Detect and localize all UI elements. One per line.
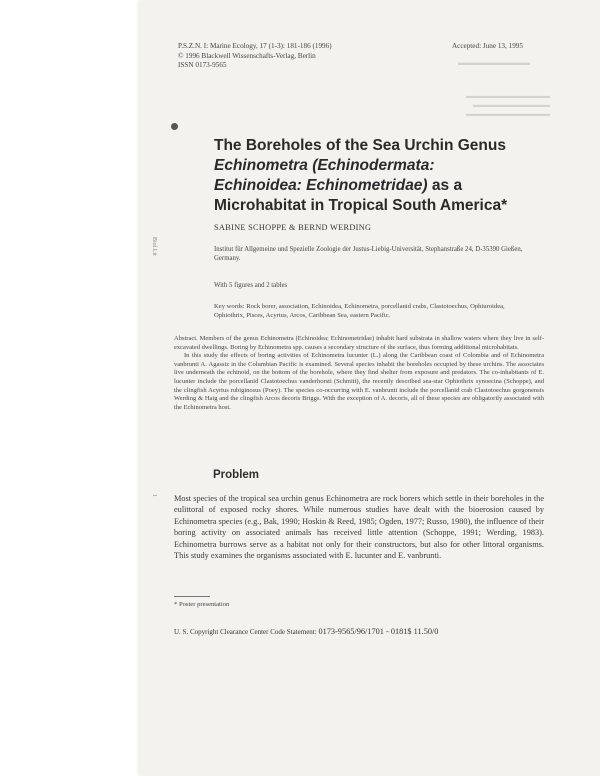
title-line-2: Echinometra (Echinodermata: bbox=[214, 157, 435, 174]
institute-address: Institut für Allgemeine und Spezielle Zoologie der Justus-Liebig-Universität, Stephanstraße 24, D-35390 Gießen, Germany. bbox=[214, 246, 523, 262]
figures-tables-note: With 5 figures and 2 tables bbox=[214, 282, 288, 289]
copyright-code: 0173-9565/96/1701 - 0181$ 11.50/0 bbox=[318, 627, 439, 636]
footnote: * Poster presentation bbox=[174, 601, 230, 608]
problem-body bbox=[174, 493, 544, 561]
issn-line: ISSN 0173-9565 bbox=[178, 61, 227, 69]
journal-line: P.S.Z.N. I: Marine Ecology, 17 (1-3): 181-186 (1996) bbox=[178, 42, 332, 50]
footnote-rule bbox=[174, 596, 210, 597]
publisher-line: © 1996 Blackwell Wissenschafts-Verlag, Berlin bbox=[178, 51, 316, 60]
hole-punch-mark bbox=[171, 123, 178, 130]
abstract bbox=[174, 335, 544, 412]
copyright-label: U. S. Copyright Clearance Center Code Statement: bbox=[174, 628, 317, 636]
title-line-1: The Boreholes of the Sea Urchin Genus bbox=[214, 137, 506, 154]
section-heading-problem: Problem bbox=[213, 469, 260, 481]
bleed-through-text: ▬▬▬▬▬▬▬▬▬ bbox=[458, 58, 530, 67]
copyright-statement bbox=[174, 627, 554, 636]
problem-paragraph: Most species of the tropical sea urchin genus Echinometra are rock borers which settle in their boreholes in the eulittoral of exposed rocky shores. While numerous studies have dealt with the bioerosion caused by Echinometra species (e.g., Bak, 1990; Hoskin & Reed, 1985; Ogden, 1977; Russo, 1980), the influence of their boring activity on associated animals has received little attention (Schoppe, 1991; Werding, 1983). Echinometra burrows serve as a habitat not only for their constructors, but also for other littoral organisms. This study examines the organisms associated with E. lucunter and E. vanbrunti. bbox=[174, 494, 544, 561]
margin-note: 1 bbox=[151, 494, 157, 497]
keywords: Key words: Rock borer, association, Echinoidea, Echinometra, porcellanid crabs, Clastotoechus, Ophiuroidea, Ophiothrix, Pisces, Acyrtus, Arcos, Caribbean Sea, eastern Pacific. bbox=[214, 303, 505, 319]
title-line-3-rest: as a bbox=[427, 177, 463, 194]
title-line-4: Microhabitat in Tropical South America* bbox=[214, 197, 508, 214]
margin-note: Biol.Lit bbox=[151, 237, 157, 256]
abstract-paragraph-2: In this study the effects of boring activities of Echinometra lucunter (L.) along the Caribbean coast of Colombia and of Echinometra vanbrunti A. Agassiz in the Columbian Pacific is examined. Several species inhabit the boreholes occupied by these urchins. The associates live underneath the echinoid, on the bottom of the borehole, where they find shelter from exposure and predators. The co-inhabitants of E. lucunter include the porcellanid Clastotoechus vanderhorsti (Schmitt), the recently described sea-star Ophiothrix synoecina (Schoppe), and the clingfish Acyrtus rubiginosus (Poey). The species co-occurring with E. vanbrunti include the porcellanid crab Clastotoechus gorgonensis Werding & Haig and the clingfish Arcos decoris Briggs. With the exception of A. decoris, all of these species are obligatorily associated with the Echinometra host. bbox=[174, 352, 544, 411]
title-line-3-italic: Echinoidea: Echinometridae) bbox=[214, 177, 428, 194]
abstract-paragraph-1: Abstract. Members of the genus Echinometra (Echinoidea: Echinometridae) inhabit hard substrata in shallow waters where they live in self-excavated dwellings. Boring by Echinometra spp. causes a secondary structure of the surface, thus forming additional microhabitats. bbox=[174, 335, 544, 351]
journal-header bbox=[178, 42, 332, 71]
accepted-date: Accepted: June 13, 1995 bbox=[451, 42, 523, 50]
bleed-through-text: ▬▬▬▬▬▬▬▬▬▬▬▬ ▬▬▬▬▬▬▬▬▬▬▬ ▬▬▬▬▬▬▬▬▬▬▬▬ bbox=[466, 93, 550, 118]
paper-title bbox=[214, 136, 544, 216]
authors: SABINE SCHOPPE & BERND WERDING bbox=[214, 223, 372, 232]
